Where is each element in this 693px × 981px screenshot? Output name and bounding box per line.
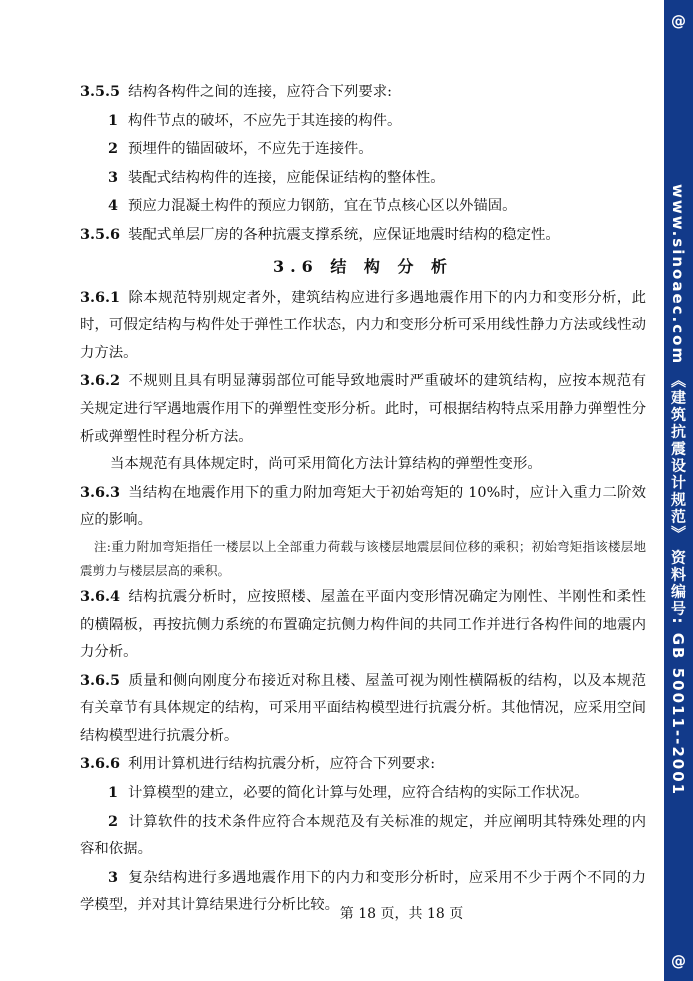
clause-number: 3.6.4 (80, 587, 121, 605)
clause-text: 当结构在地震作用下的重力附加弯矩大于初始弯矩的 10%时，应计入重力二阶效应的影响。 (80, 484, 646, 529)
item-number: 1 (108, 784, 119, 802)
clause-number: 3.5.5 (80, 83, 121, 100)
at-symbol-top: @ (671, 12, 686, 30)
item-number: 2 (108, 812, 119, 830)
item-number: 4 (108, 197, 119, 215)
clause-number: 3.5.6 (80, 225, 121, 243)
clause-3-6-4 (80, 583, 646, 667)
clause-number: 3.6.5 (80, 671, 121, 689)
clause-text: 结构各构件之间的连接，应符合下列要求: (128, 84, 392, 100)
item-number: 2 (108, 140, 119, 158)
document-body (80, 78, 646, 920)
item-text: 预埋件的锚固破坏，不应先于连接件。 (128, 141, 373, 158)
item-text: 复杂结构进行多遇地震作用下的内力和变形分析时，应采用不少于两个不同的力学模型，并对其计算结果进行分析比较。 (80, 869, 646, 914)
clause-3-6-3 (80, 479, 646, 535)
paragraph: 当本规范有具体规定时，尚可采用简化方法计算结构的弹塑性变形。 (110, 456, 542, 473)
clause-number: 3.6.3 (80, 483, 121, 501)
at-symbol-bottom: @ (671, 952, 686, 970)
item-text: 计算模型的建立，必要的简化计算与处理，应符合结构的实际工作状况。 (128, 785, 589, 802)
sidebar-banner (664, 0, 693, 981)
clause-3-5-6 (80, 221, 646, 250)
list-item (80, 808, 646, 864)
item-number: 3 (108, 868, 119, 886)
page-footer: 第 18 页，共 18 页 (339, 906, 464, 922)
clause-3-6-1 (80, 284, 646, 368)
item-number: 3 (108, 168, 119, 186)
list-item (80, 164, 646, 193)
item-text: 预应力混凝土构件的预应力钢筋，宜在节点核心区以外锚固。 (128, 198, 517, 215)
clause-text: 不规则且具有明显薄弱部位可能导致地震时严重破坏的建筑结构，应按本规范有关规定进行罕遇地震作用下的弹塑性变形分析。此时，可根据结构特点采用静力弹塑性分析或弹塑性时程分析方法。 (80, 373, 646, 445)
clause-3-5-5 (80, 78, 646, 107)
clause-3-6-6 (80, 750, 646, 779)
clause-text: 除本规范特别规定者外，建筑结构应进行多遇地震作用下的内力和变形分析，此时，可假定结构与构件处于弹性工作状态，内力和变形分析可采用线性静力方法或线性动力方法。 (80, 289, 646, 361)
clause-text: 质量和侧向刚度分布接近对称且楼、屋盖可视为刚性横隔板的结构，以及本规范有关章节有具体规定的结构，可采用平面结构模型进行抗震分析。其他情况，应采用空间结构模型进行抗震分析。 (80, 672, 646, 744)
clause-3-6-5 (80, 667, 646, 751)
item-text: 装配式结构构件的连接，应能保证结构的整体性。 (128, 169, 445, 186)
item-text: 计算软件的技术条件应符合本规范及有关标准的规定，并应阐明其特殊处理的内容和依据。 (80, 813, 646, 858)
note: 注:重力附加弯矩指任一楼层以上全部重力荷载与该楼层地震层间位移的乘积；初始弯矩指该楼层地震剪力与楼层层高的乘积。 (80, 538, 646, 578)
clause-text: 装配式单层厂房的各种抗震支撑系统，应保证地震时结构的稳定性。 (128, 226, 560, 243)
clause-number: 3.6.6 (80, 755, 121, 773)
item-number: 1 (108, 111, 119, 129)
list-item (80, 779, 646, 808)
clause-3-6-2 (80, 367, 646, 451)
item-text: 构件节点的破坏，不应先于其连接的构件。 (128, 112, 402, 129)
list-item (80, 135, 646, 164)
sidebar-text: www.sinoaec.com 《建筑抗震设计规范》 资料编号: GB 50011--2001 (669, 183, 687, 797)
list-item (80, 192, 646, 221)
section-title: 3.6 结 构 分 析 (272, 256, 454, 276)
list-item (80, 107, 646, 136)
clause-number: 3.6.2 (80, 372, 121, 390)
clause-text: 结构抗震分析时，应按照楼、屋盖在平面内变形情况确定为刚性、半刚性和柔性的横隔板，再按抗侧力系统的布置确定抗侧力构件间的共同工作并进行各构件间的地震内力分析。 (80, 588, 646, 661)
clause-number: 3.6.1 (80, 288, 121, 306)
clause-text: 利用计算机进行结构抗震分析，应符合下列要求: (128, 756, 436, 773)
